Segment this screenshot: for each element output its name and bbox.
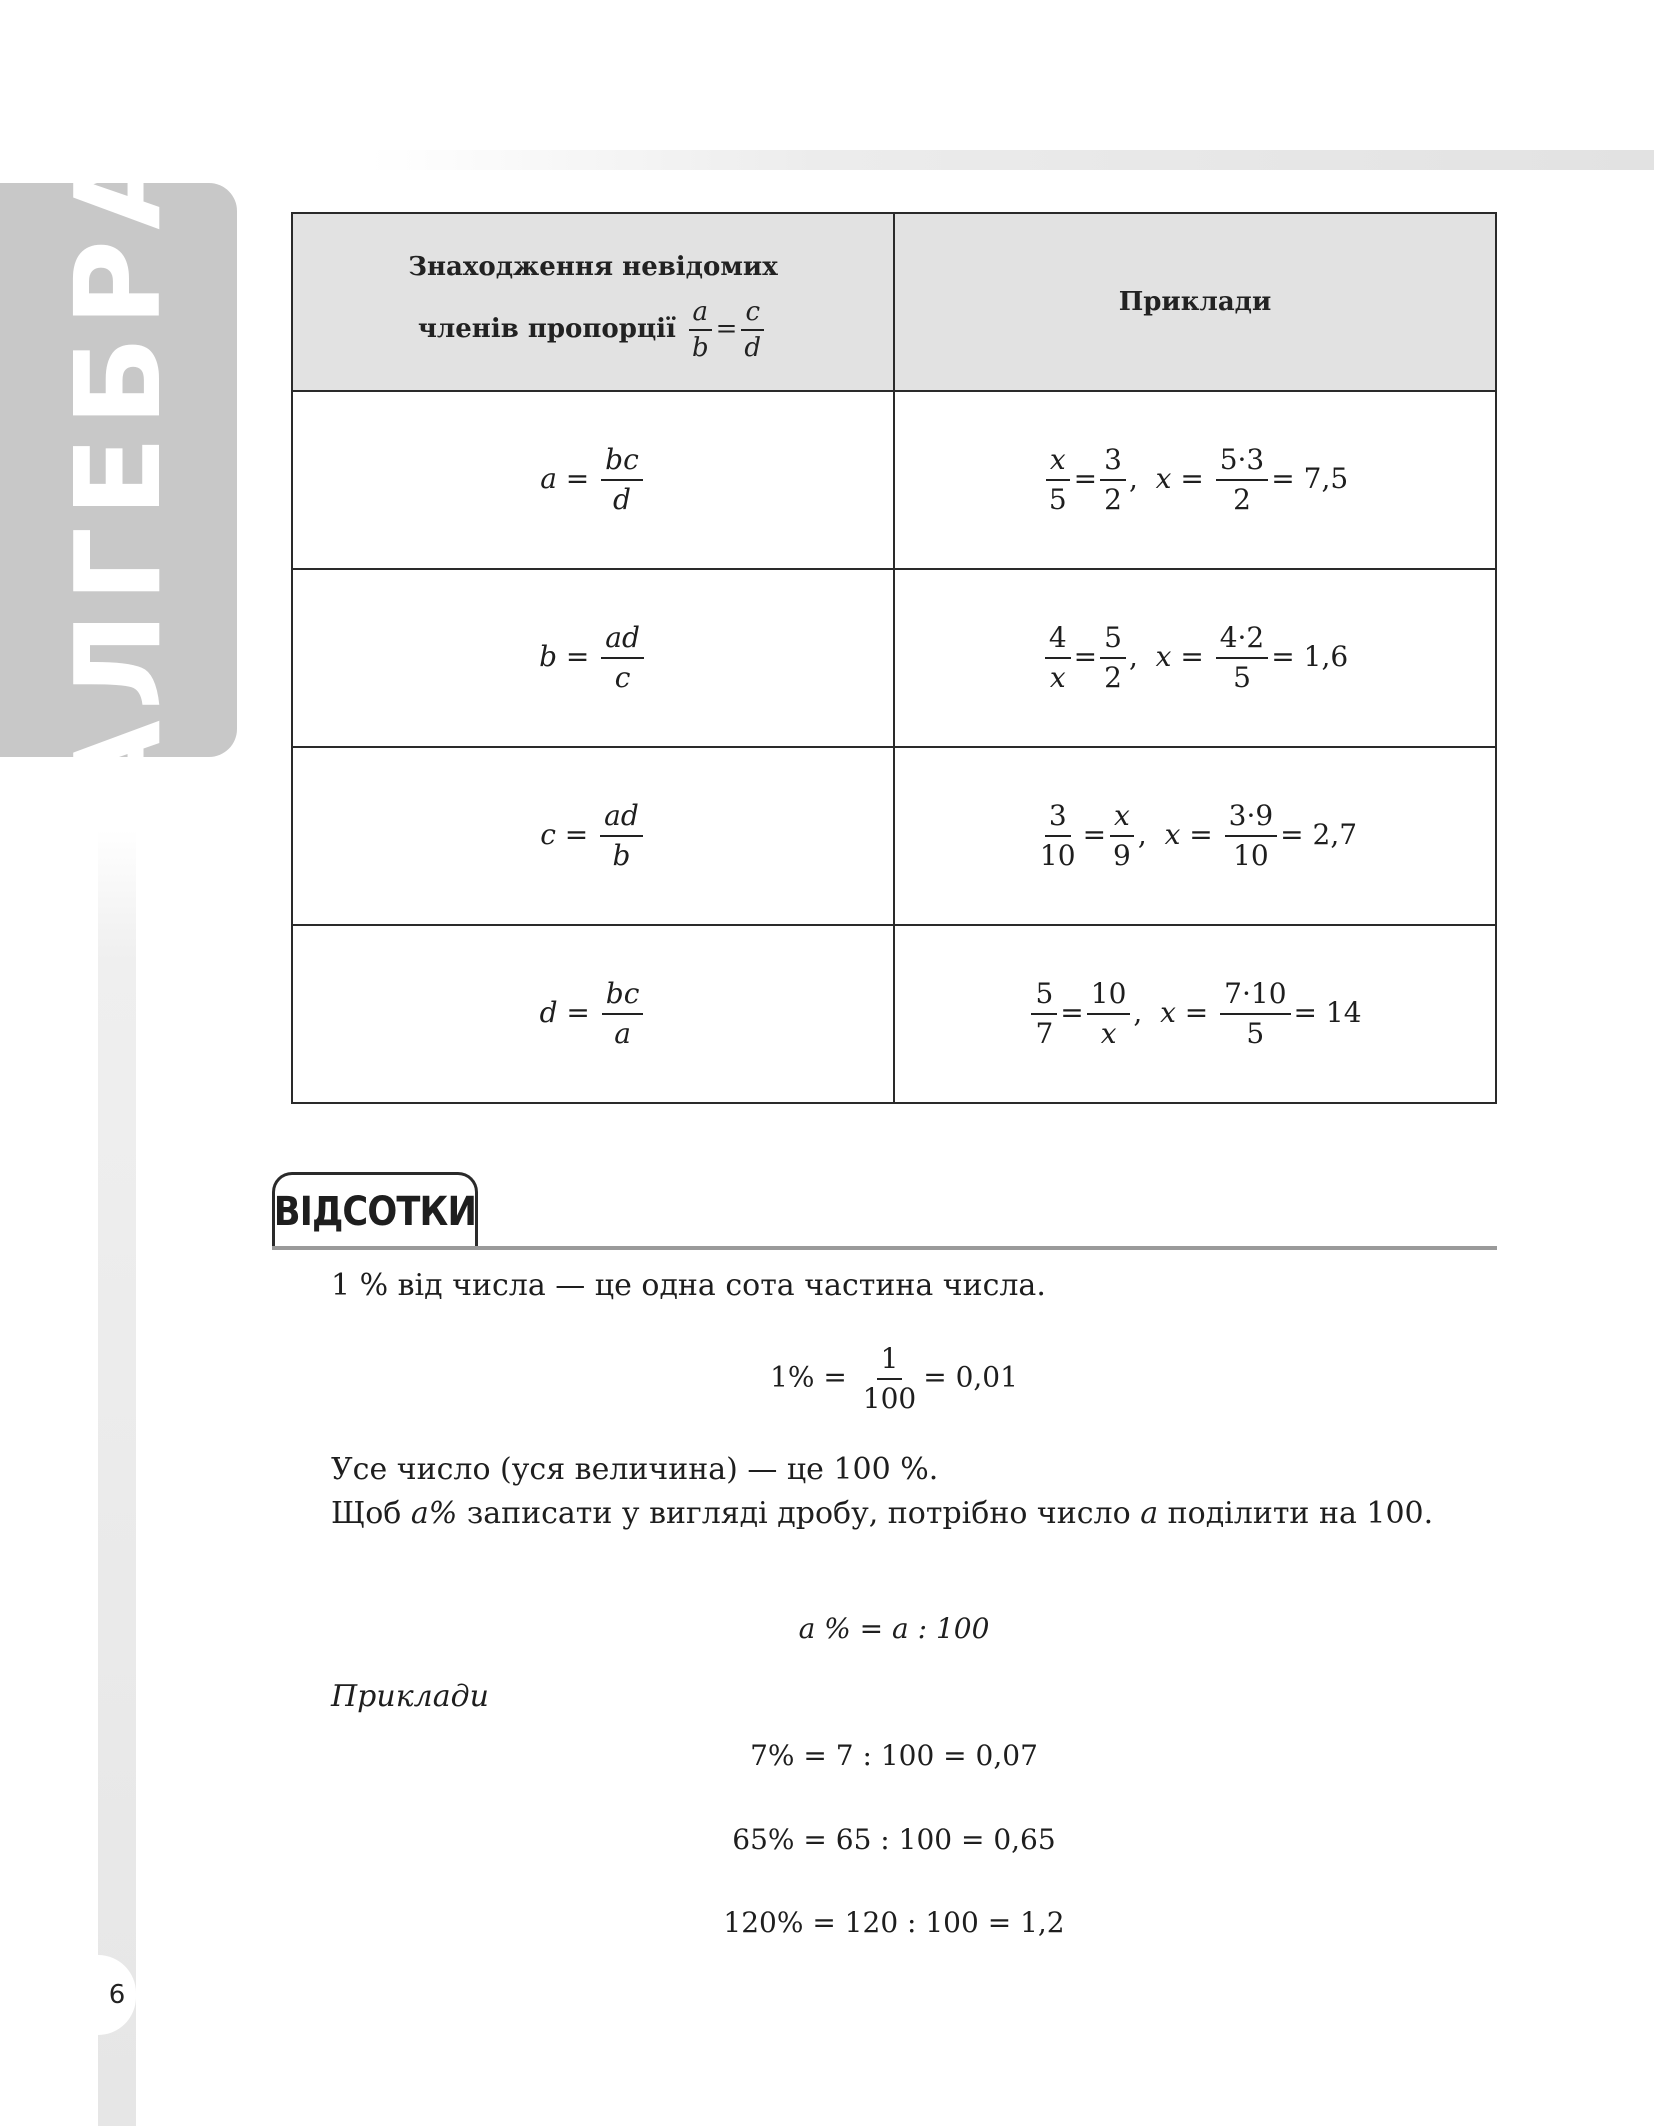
examples-label: Приклади bbox=[331, 1679, 489, 1714]
formula-cell: b = $\frac{ad}{c}$ bbox=[292, 569, 894, 747]
example-120-percent: 120% = 120 : 100 = 1,2 bbox=[723, 1906, 1065, 1939]
formula-cell: d = $\frac{bc}{a}$ bbox=[292, 925, 894, 1103]
table-row bbox=[292, 391, 1496, 569]
table-header-row bbox=[292, 213, 1496, 391]
side-strip bbox=[98, 830, 136, 2126]
example-7-percent: 7% = 7 : 100 = 0,07 bbox=[750, 1739, 1038, 1772]
example-cell: $\frac{5}{7}$ = $\frac{10}{x}$ , x = $\frac{7\cdot 10}{5}$ = 14 bbox=[894, 925, 1496, 1103]
paragraph-whole-number: Усе число (уся величина) — це 100 %. bbox=[331, 1452, 939, 1487]
formula-cell: c = $\frac{ad}{b}$ bbox=[292, 747, 894, 925]
section-title: ВІДСОТКИ bbox=[273, 1189, 477, 1235]
proportion-table bbox=[291, 212, 1497, 1104]
header-left-line1: Знаходження невідомих bbox=[408, 252, 778, 282]
side-tab-label: АЛГЕБРА bbox=[49, 128, 187, 812]
header-left-line2 bbox=[293, 295, 893, 365]
table-row bbox=[292, 747, 1496, 925]
example-65-percent: 65% = 65 : 100 = 0,65 bbox=[732, 1823, 1056, 1856]
formula-one-percent: 1% = $\frac{1}{100}$ = 0,01 bbox=[770, 1342, 1018, 1415]
formula-a-percent: a % = a : 100 bbox=[798, 1612, 990, 1645]
formula-cell: a = $\frac{bc}{d}$ bbox=[292, 391, 894, 569]
section-rule bbox=[272, 1246, 1497, 1250]
header-examples: Приклади bbox=[894, 213, 1496, 391]
paragraph-one-percent: 1 % від числа — це одна сота частина числа. bbox=[331, 1268, 1046, 1303]
header-left-text: членів пропорції bbox=[417, 314, 676, 344]
table-row bbox=[292, 569, 1496, 747]
top-decorative-rule bbox=[370, 150, 1654, 170]
section-heading bbox=[272, 1172, 478, 1249]
table-row bbox=[292, 925, 1496, 1103]
header-unknown-terms bbox=[292, 213, 894, 391]
example-cell: $\frac{x}{5}$ = $\frac{3}{2}$ , x = $\frac{5\cdot 3}{2}$ = 7,5 bbox=[894, 391, 1496, 569]
page-number: 6 bbox=[98, 1955, 136, 2035]
paragraph-fraction-rule: Щоб a% записати у вигляді дробу, потрібно число a поділити на 100. bbox=[331, 1496, 1434, 1531]
example-cell: $\frac{4}{x}$ = $\frac{5}{2}$ , x = $\frac{4\cdot 2}{5}$ = 1,6 bbox=[894, 569, 1496, 747]
example-cell: $\frac{3}{10}$ = $\frac{x}{9}$ , x = $\frac{3\cdot 9}{10}$ = 2,7 bbox=[894, 747, 1496, 925]
header-proportion: $\frac{a}{b}$ = $\frac{c}{d}$ bbox=[685, 314, 768, 344]
